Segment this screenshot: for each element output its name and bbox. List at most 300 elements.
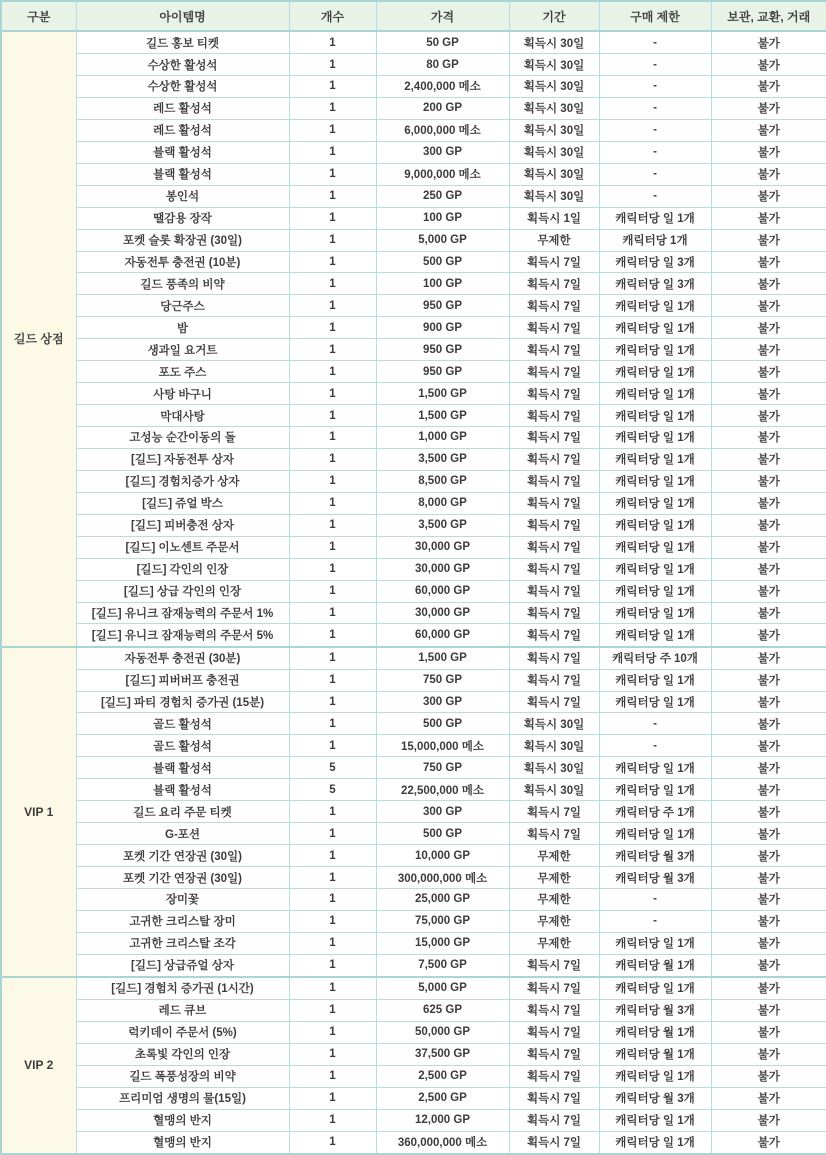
cell-limit: 캐릭터당 일 3개 [599, 273, 711, 295]
cell-period: 획득시 7일 [509, 977, 599, 1000]
cell-period: 획득시 7일 [509, 669, 599, 691]
header-row [1, 1, 826, 31]
cell-item-name: 길드 폭풍성장의 비약 [76, 1065, 289, 1087]
column-header-0: 구분 [1, 1, 76, 31]
table-row [1, 1021, 826, 1043]
cell-period: 획득시 7일 [509, 954, 599, 977]
cell-period: 획득시 7일 [509, 801, 599, 823]
cell-limit: 캐릭터당 일 1개 [599, 207, 711, 229]
cell-price: 100 GP [376, 273, 509, 295]
cell-price: 300 GP [376, 801, 509, 823]
cell-limit: 캐릭터당 일 1개 [599, 492, 711, 514]
cell-trade: 불가 [711, 427, 826, 449]
cell-item-name: 블랙 활성석 [76, 163, 289, 185]
cell-period: 획득시 7일 [509, 647, 599, 670]
cell-trade: 불가 [711, 163, 826, 185]
cell-item-name: 블랙 활성석 [76, 779, 289, 801]
table-row [1, 536, 826, 558]
cell-price: 15,000 GP [376, 932, 509, 954]
cell-limit: 캐릭터당 월 1개 [599, 1021, 711, 1043]
cell-limit: 캐릭터당 일 1개 [599, 932, 711, 954]
table-row [1, 383, 826, 405]
cell-count: 1 [289, 119, 376, 141]
cell-price: 500 GP [376, 823, 509, 845]
cell-price: 3,500 GP [376, 514, 509, 536]
cell-trade: 불가 [711, 185, 826, 207]
table-row [1, 779, 826, 801]
cell-price: 6,000,000 메소 [376, 119, 509, 141]
cell-trade: 불가 [711, 1131, 826, 1154]
cell-period: 획득시 7일 [509, 492, 599, 514]
cell-item-name: [길드] 상급쥬얼 상자 [76, 954, 289, 977]
cell-trade: 불가 [711, 383, 826, 405]
cell-count: 1 [289, 76, 376, 98]
cell-trade: 불가 [711, 845, 826, 867]
cell-period: 획득시 30일 [509, 779, 599, 801]
cell-price: 3,500 GP [376, 448, 509, 470]
cell-trade: 불가 [711, 317, 826, 339]
cell-count: 1 [289, 163, 376, 185]
cell-period: 획득시 7일 [509, 1065, 599, 1087]
table-row [1, 888, 826, 910]
cell-count: 1 [289, 1087, 376, 1109]
cell-item-name: 레드 활성석 [76, 97, 289, 119]
cell-item-name: 고성능 순간이동의 돌 [76, 427, 289, 449]
cell-item-name: [길드] 자동전투 상자 [76, 448, 289, 470]
cell-limit: 캐릭터당 월 3개 [599, 845, 711, 867]
cell-price: 100 GP [376, 207, 509, 229]
cell-trade: 불가 [711, 624, 826, 647]
table-row [1, 251, 826, 273]
cell-limit: - [599, 119, 711, 141]
cell-item-name: 사탕 바구니 [76, 383, 289, 405]
cell-item-name: 길드 요리 주문 티켓 [76, 801, 289, 823]
cell-limit: 캐릭터당 일 1개 [599, 757, 711, 779]
cell-price: 10,000 GP [376, 845, 509, 867]
cell-count: 1 [289, 229, 376, 251]
cell-item-name: 골드 활성석 [76, 735, 289, 757]
cell-price: 2,400,000 메소 [376, 76, 509, 98]
cell-trade: 불가 [711, 119, 826, 141]
table-row [1, 845, 826, 867]
cell-count: 1 [289, 185, 376, 207]
table-row [1, 977, 826, 1000]
table-row [1, 823, 826, 845]
cell-item-name: 막대사탕 [76, 405, 289, 427]
cell-limit: - [599, 185, 711, 207]
table-row [1, 999, 826, 1021]
cell-count: 1 [289, 1043, 376, 1065]
cell-item-name: 블랙 활성석 [76, 141, 289, 163]
cell-limit: 캐릭터당 일 1개 [599, 405, 711, 427]
cell-period: 획득시 7일 [509, 1109, 599, 1131]
cell-count: 5 [289, 779, 376, 801]
cell-price: 60,000 GP [376, 580, 509, 602]
cell-limit: 캐릭터당 일 1개 [599, 295, 711, 317]
cell-trade: 불가 [711, 602, 826, 624]
table-row [1, 317, 826, 339]
cell-period: 획득시 7일 [509, 273, 599, 295]
cell-trade: 불가 [711, 691, 826, 713]
cell-period: 획득시 30일 [509, 54, 599, 76]
cell-period: 획득시 7일 [509, 448, 599, 470]
cell-item-name: 럭키데이 주문서 (5%) [76, 1021, 289, 1043]
cell-limit: 캐릭터당 일 1개 [599, 361, 711, 383]
cell-period: 획득시 30일 [509, 185, 599, 207]
cell-count: 1 [289, 647, 376, 670]
cell-limit: 캐릭터당 일 1개 [599, 383, 711, 405]
cell-count: 1 [289, 558, 376, 580]
cell-item-name: 골드 활성석 [76, 713, 289, 735]
cell-item-name: 포켓 기간 연장권 (30일) [76, 867, 289, 889]
cell-limit: 캐릭터당 1개 [599, 229, 711, 251]
cell-period: 획득시 7일 [509, 1043, 599, 1065]
cell-count: 1 [289, 888, 376, 910]
cell-item-name: 생과일 요거트 [76, 339, 289, 361]
cell-item-name: 프리미엄 생명의 물(15일) [76, 1087, 289, 1109]
cell-price: 300,000,000 메소 [376, 867, 509, 889]
cell-trade: 불가 [711, 536, 826, 558]
cell-limit: - [599, 31, 711, 54]
cell-trade: 불가 [711, 1021, 826, 1043]
cell-count: 1 [289, 251, 376, 273]
column-header-2: 개수 [289, 1, 376, 31]
cell-count: 1 [289, 427, 376, 449]
cell-price: 750 GP [376, 757, 509, 779]
cell-trade: 불가 [711, 141, 826, 163]
cell-limit: 캐릭터당 주 1개 [599, 801, 711, 823]
cell-item-name: 고귀한 크리스탈 장미 [76, 910, 289, 932]
table-header [1, 1, 826, 31]
table-row [1, 624, 826, 647]
cell-item-name: 길드 풍족의 비약 [76, 273, 289, 295]
cell-period: 획득시 30일 [509, 735, 599, 757]
cell-item-name: [길드] 유니크 잠재능력의 주문서 5% [76, 624, 289, 647]
table-row [1, 141, 826, 163]
cell-item-name: [길드] 이노센트 주문서 [76, 536, 289, 558]
cell-period: 획득시 30일 [509, 757, 599, 779]
cell-count: 1 [289, 1109, 376, 1131]
cell-period: 획득시 7일 [509, 691, 599, 713]
table-row [1, 273, 826, 295]
cell-price: 22,500,000 메소 [376, 779, 509, 801]
cell-item-name: 자동전투 충전권 (30분) [76, 647, 289, 670]
cell-item-name: 땔감용 장작 [76, 207, 289, 229]
cell-price: 625 GP [376, 999, 509, 1021]
cell-trade: 불가 [711, 867, 826, 889]
cell-trade: 불가 [711, 492, 826, 514]
cell-price: 37,500 GP [376, 1043, 509, 1065]
cell-period: 획득시 7일 [509, 1087, 599, 1109]
cell-count: 1 [289, 1021, 376, 1043]
cell-item-name: 혈맹의 반지 [76, 1109, 289, 1131]
cell-price: 250 GP [376, 185, 509, 207]
cell-item-name: [길드] 쥬얼 박스 [76, 492, 289, 514]
cell-item-name: 봉인석 [76, 185, 289, 207]
cell-price: 8,500 GP [376, 470, 509, 492]
cell-limit: 캐릭터당 일 1개 [599, 427, 711, 449]
table-row [1, 339, 826, 361]
cell-item-name: 고귀한 크리스탈 조각 [76, 932, 289, 954]
cell-item-name: [길드] 피버충전 상자 [76, 514, 289, 536]
cell-trade: 불가 [711, 1109, 826, 1131]
table-row [1, 427, 826, 449]
cell-price: 50 GP [376, 31, 509, 54]
cell-count: 1 [289, 801, 376, 823]
cell-item-name: 포도 주스 [76, 361, 289, 383]
cell-period: 획득시 7일 [509, 514, 599, 536]
cell-count: 1 [289, 999, 376, 1021]
cell-count: 1 [289, 536, 376, 558]
cell-item-name: 포켓 기간 연장권 (30일) [76, 845, 289, 867]
cell-count: 1 [289, 580, 376, 602]
cell-limit: 캐릭터당 일 1개 [599, 339, 711, 361]
table-row [1, 470, 826, 492]
table-row [1, 647, 826, 670]
cell-trade: 불가 [711, 1087, 826, 1109]
cell-price: 900 GP [376, 317, 509, 339]
table-row [1, 558, 826, 580]
table-row [1, 1131, 826, 1154]
cell-item-name: 장미꽃 [76, 888, 289, 910]
cell-count: 1 [289, 602, 376, 624]
table-row [1, 163, 826, 185]
cell-trade: 불가 [711, 273, 826, 295]
cell-period: 획득시 7일 [509, 558, 599, 580]
cell-count: 1 [289, 1065, 376, 1087]
column-header-6: 보관, 교환, 거래 [711, 1, 826, 31]
table-row [1, 514, 826, 536]
cell-price: 50,000 GP [376, 1021, 509, 1043]
cell-item-name: [길드] 파티 경험치 증가권 (15분) [76, 691, 289, 713]
cell-trade: 불가 [711, 558, 826, 580]
cell-price: 30,000 GP [376, 536, 509, 558]
cell-item-name: 레드 큐브 [76, 999, 289, 1021]
cell-period: 획득시 1일 [509, 207, 599, 229]
cell-price: 950 GP [376, 295, 509, 317]
cell-limit: 캐릭터당 일 1개 [599, 669, 711, 691]
cell-trade: 불가 [711, 1043, 826, 1065]
cell-limit: - [599, 713, 711, 735]
category-cell: VIP 1 [1, 647, 76, 977]
cell-trade: 불가 [711, 977, 826, 1000]
cell-item-name: 당근주스 [76, 295, 289, 317]
table-row [1, 954, 826, 977]
cell-limit: - [599, 54, 711, 76]
cell-count: 1 [289, 492, 376, 514]
cell-price: 950 GP [376, 339, 509, 361]
cell-count: 1 [289, 97, 376, 119]
cell-count: 1 [289, 845, 376, 867]
cell-count: 1 [289, 713, 376, 735]
table-row [1, 405, 826, 427]
cell-price: 7,500 GP [376, 954, 509, 977]
table-row [1, 207, 826, 229]
table-row [1, 295, 826, 317]
cell-trade: 불가 [711, 1065, 826, 1087]
cell-trade: 불가 [711, 31, 826, 54]
cell-count: 1 [289, 448, 376, 470]
cell-price: 60,000 GP [376, 624, 509, 647]
cell-item-name: [길드] 경험치증가 상자 [76, 470, 289, 492]
cell-period: 획득시 7일 [509, 361, 599, 383]
cell-price: 500 GP [376, 713, 509, 735]
cell-count: 1 [289, 691, 376, 713]
cell-item-name: 포켓 슬롯 확장권 (30일) [76, 229, 289, 251]
cell-count: 1 [289, 273, 376, 295]
cell-item-name: 수상한 활성석 [76, 76, 289, 98]
cell-limit: 캐릭터당 일 1개 [599, 691, 711, 713]
cell-trade: 불가 [711, 229, 826, 251]
cell-price: 1,500 GP [376, 647, 509, 670]
cell-item-name: 밤 [76, 317, 289, 339]
cell-count: 1 [289, 54, 376, 76]
cell-trade: 불가 [711, 735, 826, 757]
cell-item-name: 자동전투 충전권 (10분) [76, 251, 289, 273]
cell-trade: 불가 [711, 339, 826, 361]
cell-trade: 불가 [711, 76, 826, 98]
cell-count: 1 [289, 361, 376, 383]
cell-period: 획득시 7일 [509, 1021, 599, 1043]
cell-period: 획득시 7일 [509, 405, 599, 427]
cell-price: 30,000 GP [376, 602, 509, 624]
cell-item-name: 혈맹의 반지 [76, 1131, 289, 1154]
cell-count: 1 [289, 954, 376, 977]
table-row [1, 1109, 826, 1131]
table-row [1, 669, 826, 691]
cell-price: 1,500 GP [376, 383, 509, 405]
cell-trade: 불가 [711, 405, 826, 427]
cell-price: 200 GP [376, 97, 509, 119]
cell-price: 5,000 GP [376, 229, 509, 251]
cell-period: 획득시 30일 [509, 713, 599, 735]
cell-trade: 불가 [711, 361, 826, 383]
cell-period: 획득시 7일 [509, 427, 599, 449]
table-row [1, 119, 826, 141]
column-header-3: 가격 [376, 1, 509, 31]
cell-price: 15,000,000 메소 [376, 735, 509, 757]
cell-count: 1 [289, 339, 376, 361]
table-row [1, 801, 826, 823]
cell-trade: 불가 [711, 54, 826, 76]
cell-count: 1 [289, 383, 376, 405]
table-row [1, 713, 826, 735]
table-row [1, 867, 826, 889]
table-row [1, 757, 826, 779]
cell-count: 5 [289, 757, 376, 779]
cell-trade: 불가 [711, 801, 826, 823]
column-header-5: 구매 제한 [599, 1, 711, 31]
table-row [1, 448, 826, 470]
table-row [1, 54, 826, 76]
cell-limit: 캐릭터당 일 1개 [599, 602, 711, 624]
cell-period: 획득시 30일 [509, 97, 599, 119]
table-row [1, 1087, 826, 1109]
cell-count: 1 [289, 295, 376, 317]
cell-period: 획득시 7일 [509, 317, 599, 339]
cell-period: 획득시 30일 [509, 76, 599, 98]
table-row [1, 580, 826, 602]
cell-limit: 캐릭터당 일 1개 [599, 624, 711, 647]
cell-limit: 캐릭터당 일 1개 [599, 977, 711, 1000]
cell-limit: 캐릭터당 주 10개 [599, 647, 711, 670]
table-row [1, 1065, 826, 1087]
cell-price: 5,000 GP [376, 977, 509, 1000]
cell-period: 획득시 7일 [509, 602, 599, 624]
cell-period: 획득시 30일 [509, 119, 599, 141]
cell-item-name: 수상한 활성석 [76, 54, 289, 76]
cell-price: 30,000 GP [376, 558, 509, 580]
table-row [1, 97, 826, 119]
cell-trade: 불가 [711, 932, 826, 954]
cell-period: 무제한 [509, 845, 599, 867]
cell-price: 75,000 GP [376, 910, 509, 932]
cell-limit: 캐릭터당 월 3개 [599, 999, 711, 1021]
cell-limit: 캐릭터당 월 3개 [599, 1087, 711, 1109]
cell-count: 1 [289, 514, 376, 536]
cell-period: 획득시 7일 [509, 624, 599, 647]
cell-period: 획득시 7일 [509, 580, 599, 602]
cell-limit: 캐릭터당 일 1개 [599, 536, 711, 558]
table-row [1, 910, 826, 932]
cell-count: 1 [289, 470, 376, 492]
cell-price: 1,000 GP [376, 427, 509, 449]
cell-limit: 캐릭터당 일 1개 [599, 779, 711, 801]
cell-count: 1 [289, 823, 376, 845]
cell-count: 1 [289, 910, 376, 932]
cell-trade: 불가 [711, 647, 826, 670]
cell-limit: 캐릭터당 일 1개 [599, 514, 711, 536]
cell-price: 9,000,000 메소 [376, 163, 509, 185]
cell-limit: - [599, 141, 711, 163]
cell-period: 획득시 7일 [509, 383, 599, 405]
cell-limit: - [599, 97, 711, 119]
cell-limit: 캐릭터당 일 1개 [599, 470, 711, 492]
cell-limit: - [599, 76, 711, 98]
cell-limit: 캐릭터당 일 1개 [599, 558, 711, 580]
cell-period: 획득시 7일 [509, 536, 599, 558]
cell-limit: 캐릭터당 일 1개 [599, 1109, 711, 1131]
cell-limit: 캐릭터당 월 3개 [599, 867, 711, 889]
cell-trade: 불가 [711, 713, 826, 735]
cell-period: 획득시 7일 [509, 1131, 599, 1154]
cell-item-name: [길드] 피버버프 충전권 [76, 669, 289, 691]
cell-trade: 불가 [711, 295, 826, 317]
cell-period: 무제한 [509, 229, 599, 251]
cell-period: 획득시 7일 [509, 339, 599, 361]
cell-price: 2,500 GP [376, 1087, 509, 1109]
cell-price: 300 GP [376, 691, 509, 713]
cell-trade: 불가 [711, 757, 826, 779]
table-row [1, 185, 826, 207]
cell-count: 1 [289, 141, 376, 163]
column-header-4: 기간 [509, 1, 599, 31]
cell-count: 1 [289, 932, 376, 954]
cell-price: 950 GP [376, 361, 509, 383]
cell-count: 1 [289, 207, 376, 229]
cell-trade: 불가 [711, 448, 826, 470]
cell-period: 획득시 30일 [509, 31, 599, 54]
cell-price: 2,500 GP [376, 1065, 509, 1087]
cell-item-name: 블랙 활성석 [76, 757, 289, 779]
cell-item-name: G-포션 [76, 823, 289, 845]
cell-price: 1,500 GP [376, 405, 509, 427]
cell-trade: 불가 [711, 251, 826, 273]
cell-limit: 캐릭터당 일 1개 [599, 1065, 711, 1087]
cell-price: 25,000 GP [376, 888, 509, 910]
cell-price: 8,000 GP [376, 492, 509, 514]
cell-item-name: [길드] 경험치 증가권 (1시간) [76, 977, 289, 1000]
